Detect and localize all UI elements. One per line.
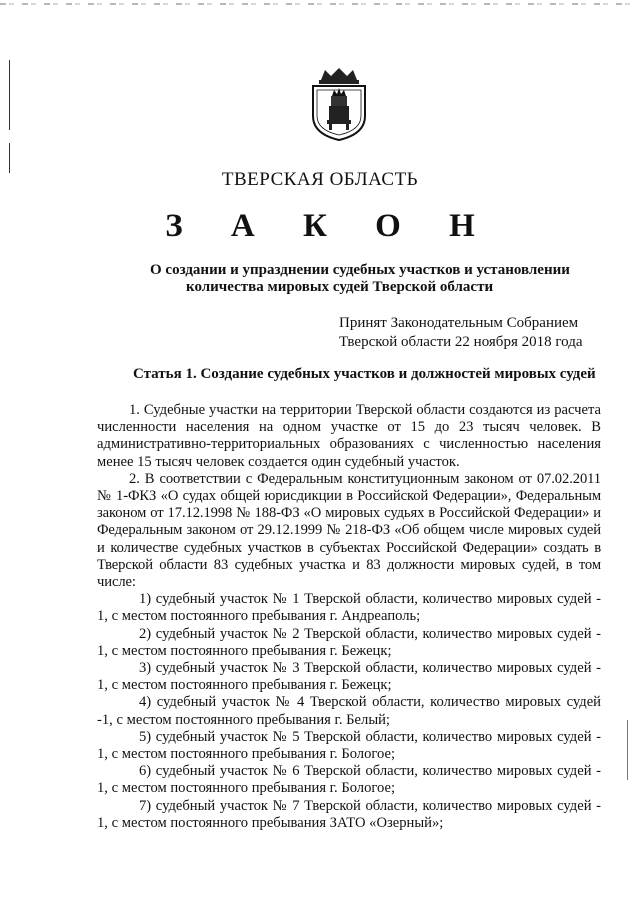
document-type-title: З А К О Н [165, 208, 495, 244]
adoption-note [339, 314, 609, 352]
list-item: 5) судебный участок № 5 Тверской области, количество мировых судей - 1, с местом постоянного пребывания г. Бологое; [97, 728, 601, 763]
list-item: 3) судебный участок № 3 Тверской области, количество мировых судей - 1, с местом постоянного пребывания г. Бежецк; [97, 660, 601, 694]
scan-margin-mark [9, 60, 10, 130]
adoption-note-line: Принят Законодательным Собранием [339, 315, 579, 331]
region-name: ТВЕРСКАЯ ОБЛАСТЬ [221, 169, 419, 190]
scan-artifact-top [0, 3, 632, 5]
paragraph: 1. Судебные участки на территории Тверской области создаются из расчета численности населения на одном участке от 15 до 23 тысяч человек. В административно-территориальных образованиях с численностью населения менее 15 тысяч человек создается один судебный участок. [97, 402, 601, 470]
paragraph: 2. В соответствии с Федеральным конституционным законом от 07.02.2011 № 1-ФКЗ «О судах общей юрисдикции в Российской Федерации», Федеральным законом от 17.12.1998 № 188-ФЗ «О мировых судьях в Российской Федерации» и Федеральным законом от 29.12.1999 № 218-ФЗ «Об общем числе мировых судей и количестве судебных участков в субъектах Российской Федерации» создать в Тверской области 83 судебных участка и 83 должности мировых судей, в том числе: [97, 470, 601, 591]
adoption-note-line: Тверской области 22 ноября 2018 года [339, 334, 583, 350]
article-heading: Статья 1. Создание судебных участков и должностей мировых судей [133, 366, 596, 382]
law-subtitle [150, 262, 590, 296]
scan-margin-mark [627, 720, 628, 780]
coat-of-arms-emblem-icon [299, 66, 379, 142]
law-subtitle-line: количества мировых судей Тверской области [186, 279, 494, 295]
article-body [97, 402, 601, 832]
list-item: 4) судебный участок № 4 Тверской области, количество мировых судей -1, с местом постоянного пребывания г. Белый; [97, 694, 601, 728]
law-subtitle-line: О создании и упразднении судебных участков и установлении [150, 262, 570, 278]
list-item: 2) судебный участок № 2 Тверской области, количество мировых судей - 1, с местом постоянного пребывания г. Бежецк; [97, 625, 601, 659]
list-item: 7) судебный участок № 7 Тверской области, количество мировых судей - 1, с местом постоянного пребывания ЗАТО «Озерный»; [97, 797, 601, 831]
list-item: 6) судебный участок № 6 Тверской области, количество мировых судей - 1, с местом постоянного пребывания г. Бологое; [97, 763, 601, 797]
list-item: 1) судебный участок № 1 Тверской области, количество мировых судей - 1, с местом постоянного пребывания г. Андреаполь; [97, 591, 601, 625]
